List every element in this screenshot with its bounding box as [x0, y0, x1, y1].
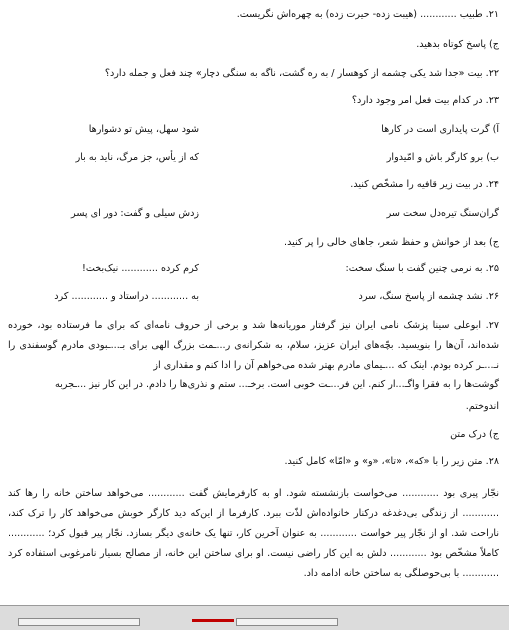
question-28-text: نجّار پیری بود ............ می‌خواست بازنشسته شود. او به کارفرمایش گفت ............ می‌خواهد ساختن خانه را رها کند ............ از زندگی بی‌دغدغه درکنار خانواده‌اش لذّت ببرد. کارفرما از این‌که دید کارگر خوبش می‌خواهد کار را ترک کند، ناراحت شد. او از نجّار پیر خواست ............ به عنوان آخرین کار، تنها یک خانه‌ی دیگر بسازد. نجّار پیر قبول کرد؛ ............ کاملاً مشخّص بود ............ دلش به این کار راضی نیست. او برای ساختن این خانه، از مصالح بسیار نامرغوبی استفاده کرد ............ با بی‌حوصلگی به ساختن خانه ادامه داد.: [8, 488, 499, 579]
section-short-answer: ج) پاسخ کوتاه بدهید.: [416, 39, 499, 50]
question-25-right: ۲۵. به نرمی چنین گفت با سنگ سخت:: [345, 263, 499, 274]
section-reading: ج) درک متن: [450, 429, 499, 440]
question-26-left: به ............ دراستاد و ............ کرد: [54, 291, 199, 302]
question-23: ۲۳. در کدام بیت فعل امر وجود دارد؟: [351, 95, 499, 106]
couplet-c-right: گران‌سنگ تیره‌دل سخت سر: [386, 208, 499, 219]
question-25-left: کرم کرده ............ نیک‌بخت!: [82, 263, 199, 274]
question-22: ۲۲. بیت «جدا شد یکی چشمه از کوهسار / به ره گشت، ناگه به سنگی دچار» چند فعل و جمله دارد؟: [104, 68, 499, 79]
section-poem: ج) بعد از خوانش و حفظ شعر، جاهای خالی را پر کنید.: [284, 237, 499, 248]
couplet-c-left: زدش سیلی و گفت: دور ای پسر: [71, 208, 199, 219]
question-28: ۲۸. متن زیر را با «که»، «تا»، «و» و «امّا» کامل کنید.: [284, 456, 499, 467]
question-27-line-5: اندوختم.: [465, 401, 499, 412]
couplet-a: [8, 123, 499, 137]
couplet-a-left: شود سهل، پیش تو دشوارها: [88, 124, 199, 135]
couplet-b-right: ب) برو کارگر باش و امّیدوار: [386, 152, 499, 163]
viewer-bottom-bar: [0, 605, 509, 630]
question-27-line-4: گوشت‌ها را به فقرا واگـ...ار کنم. این فر...ـت خوبی است. برخـ... ستم و نذری‌ها را دادم. در این کار نیز ...ـجربه: [54, 379, 499, 390]
question-26-right: ۲۶. نشد چشمه از پاسخ سنگ، سرد: [358, 291, 499, 302]
couplet-b-left: که از یأس، جز مرگ، ناید به بار: [75, 152, 199, 163]
scrollbar-segment-right[interactable]: [236, 618, 338, 626]
question-26: [8, 290, 499, 304]
question-21: ۲۱. طبیب ............ (هیبت زده- حیرت زده) به چهره‌اش نگریست.: [236, 9, 499, 20]
couplet-a-right: آ) گرت پایداری است در کارها: [381, 124, 499, 135]
question-24: ۲۴. در بیت زیر قافیه را مشخّص کنید.: [350, 179, 499, 190]
scrollbar-segment-left[interactable]: [18, 618, 140, 626]
couplet-b: [8, 151, 499, 165]
question-27-paragraph: ۲۷. ابوعلی سینا پزشک نامی ایران نیز گرفتار موریانه‌ها شد و برخی از حروف نامه‌ای که برای ما فرستاده بود، خورده شده‌اند، آن‌ها را بنویسید. بچّه‌های ایران عزیز، سلام، به شکرانه‌ی ر...ـمت بزرگ الهی برای بـ...ـبودی مادرم گوسفندی را نـ...ـر کرده بودم. اینک که ...ـیمای مادرم بهتر شده می‌خواهم آن را ادا کنم و مقداری از: [8, 320, 499, 371]
question-25: [8, 262, 499, 276]
scroll-indicator[interactable]: [192, 619, 234, 622]
couplet-c: [8, 207, 499, 221]
